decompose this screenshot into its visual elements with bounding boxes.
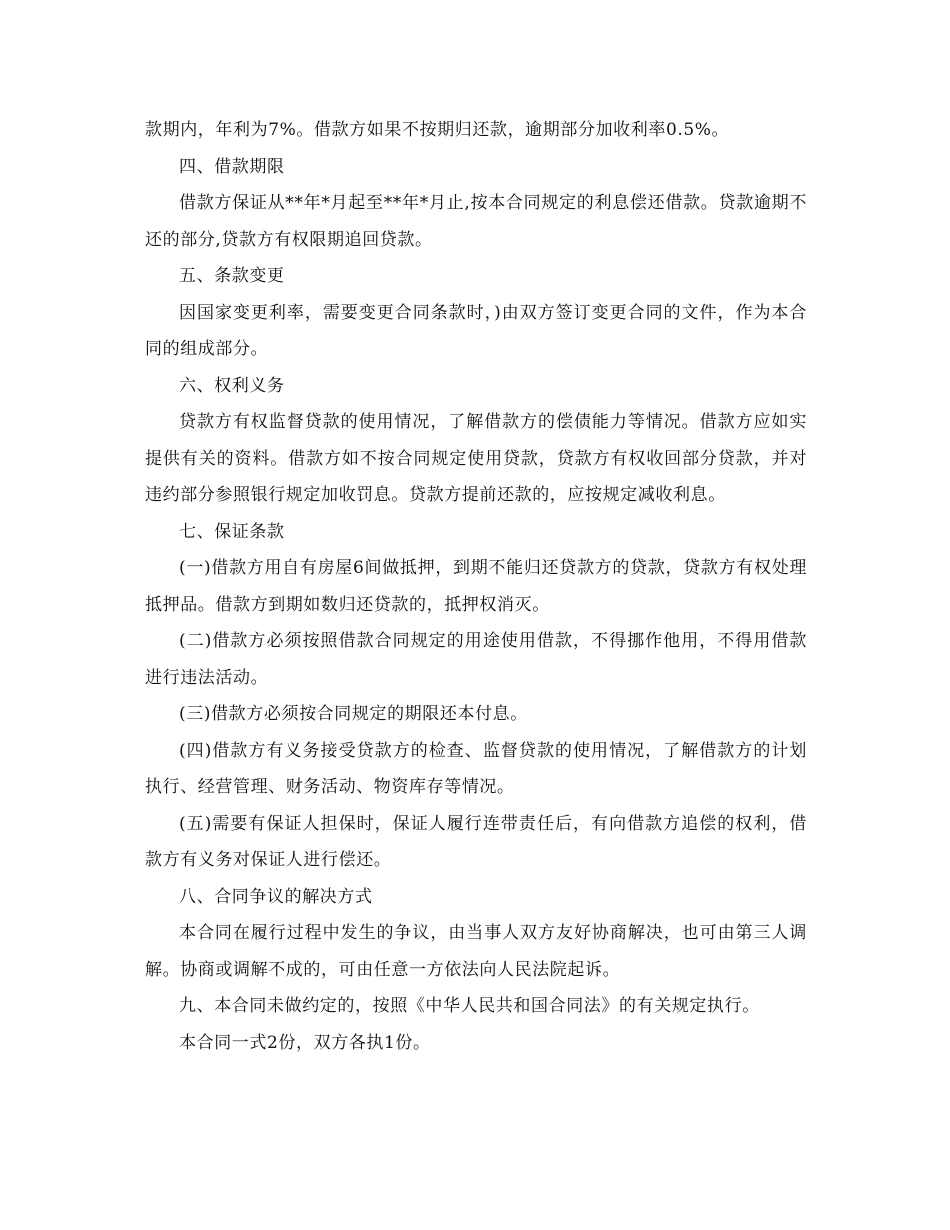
paragraph-guarantee-2: (二)借款方必须按照借款合同规定的用途使用借款，不得挪作他用，不得用借款进行违法活动。: [145, 631, 807, 688]
paragraph-clause-change: 因国家变更利率，需要变更合同条款时，)由双方签订变更合同的文件，作为本合同的组成部分。: [145, 302, 807, 359]
paragraph-guarantee-1: (一)借款方用自有房屋6间做抵押，到期不能归还贷款方的贷款，贷款方有权处理抵押品。借款方到期如数归还贷款的，抵押权消灭。: [145, 558, 807, 615]
paragraph-unspecified-matters: 九、本合同未做约定的，按照《中华人民共和国合同法》的有关规定执行。: [179, 996, 760, 1016]
heading-rights-obligations: 六、权利义务: [179, 375, 285, 396]
paragraph-rights-obligations: 贷款方有权监督贷款的使用情况，了解借款方的偿债能力等情况。借款方应如实提供有关的资料。借款方如不按合同规定使用贷款，贷款方有权收回部分贷款，并对违约部分参照银行规定加收罚息。贷款方提前还款的，应按规定减收利息。: [145, 412, 807, 505]
paragraph-interest-rate-continuation: 款期内，年利为7%。借款方如果不按期归还款，逾期部分加收利率0.5%。: [145, 120, 730, 140]
heading-dispute-resolution: 八、合同争议的解决方式: [179, 886, 373, 907]
heading-clause-change: 五、条款变更: [179, 266, 285, 286]
paragraph-copies: 本合同一式2份，双方各执1份。: [179, 1032, 431, 1053]
paragraph-dispute-resolution: 本合同在履行过程中发生的争议，由当事人双方友好协商解决，也可由第三人调解。协商或调解不成的，可由任意一方依法向人民法院起诉。: [145, 923, 807, 980]
paragraph-guarantee-5: (五)需要有保证人担保时，保证人履行连带责任后，有向借款方追偿的权利，借款方有义务对保证人进行偿还。: [145, 813, 807, 870]
paragraph-guarantee-3: (三)借款方必须按合同规定的期限还本付息。: [179, 704, 528, 724]
heading-guarantee-clauses: 七、保证条款: [179, 521, 285, 542]
paragraph-loan-term: 借款方保证从**年*月起至**年*月止,按本合同规定的利息偿还借款。贷款逾期不还的部分,贷款方有权限期追回贷款。: [145, 193, 807, 250]
document-body: [145, 112, 807, 1061]
paragraph-guarantee-4: (四)借款方有义务接受贷款方的检查、监督贷款的使用情况，了解借款方的计划执行、经营管理、财务活动、物资库存等情况。: [145, 740, 807, 797]
heading-loan-term: 四、借款期限: [179, 156, 285, 177]
